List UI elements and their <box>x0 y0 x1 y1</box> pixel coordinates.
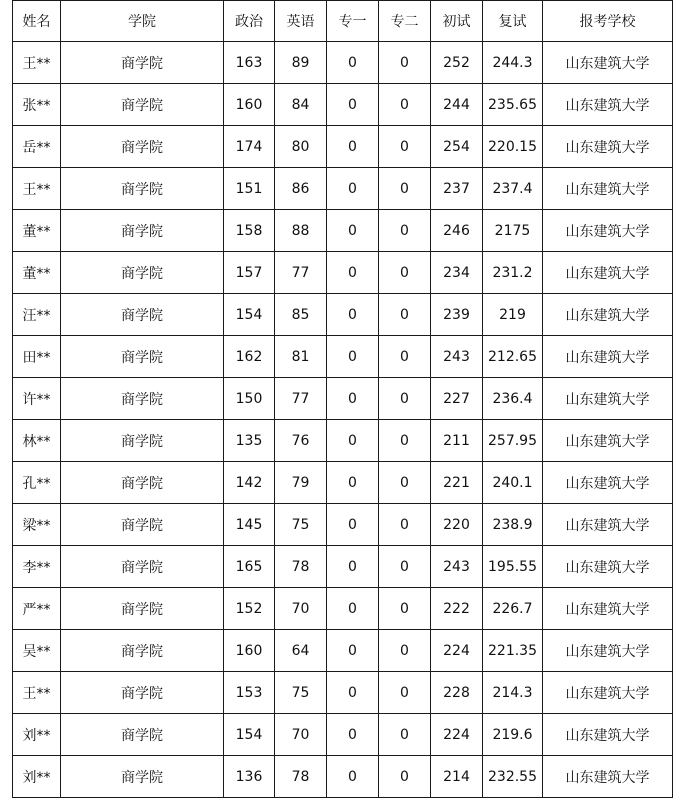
cell-retest: 231.2 <box>483 252 543 294</box>
cell-retest: 221.35 <box>483 630 543 672</box>
cell-subject1: 0 <box>327 756 379 798</box>
cell-initial: 224 <box>431 630 483 672</box>
header-subject1: 专一 <box>327 1 379 42</box>
cell-initial: 243 <box>431 336 483 378</box>
cell-school: 山东建筑大学 <box>543 714 673 756</box>
cell-politics: 150 <box>224 378 275 420</box>
cell-college: 商学院 <box>61 588 224 630</box>
cell-politics: 154 <box>224 714 275 756</box>
table-row <box>13 84 673 126</box>
cell-school: 山东建筑大学 <box>543 546 673 588</box>
cell-name: 李** <box>13 546 61 588</box>
cell-college: 商学院 <box>61 714 224 756</box>
cell-subject1: 0 <box>327 378 379 420</box>
cell-subject1: 0 <box>327 252 379 294</box>
cell-initial: 239 <box>431 294 483 336</box>
cell-subject1: 0 <box>327 672 379 714</box>
cell-initial: 211 <box>431 420 483 462</box>
table-row <box>13 210 673 252</box>
cell-subject2: 0 <box>379 672 431 714</box>
cell-subject1: 0 <box>327 714 379 756</box>
cell-name: 岳** <box>13 126 61 168</box>
cell-politics: 135 <box>224 420 275 462</box>
cell-name: 王** <box>13 42 61 84</box>
cell-english: 88 <box>275 210 327 252</box>
header-row <box>13 1 673 42</box>
cell-name: 梁** <box>13 504 61 546</box>
cell-politics: 165 <box>224 546 275 588</box>
cell-subject2: 0 <box>379 126 431 168</box>
cell-initial: 220 <box>431 504 483 546</box>
cell-school: 山东建筑大学 <box>543 126 673 168</box>
cell-english: 81 <box>275 336 327 378</box>
cell-english: 79 <box>275 462 327 504</box>
header-initial: 初试 <box>431 1 483 42</box>
cell-initial: 252 <box>431 42 483 84</box>
cell-college: 商学院 <box>61 42 224 84</box>
cell-college: 商学院 <box>61 420 224 462</box>
cell-college: 商学院 <box>61 630 224 672</box>
table-row <box>13 420 673 462</box>
cell-retest: 232.55 <box>483 756 543 798</box>
cell-name: 张** <box>13 84 61 126</box>
cell-english: 70 <box>275 714 327 756</box>
table-row <box>13 630 673 672</box>
cell-subject1: 0 <box>327 294 379 336</box>
table-row <box>13 756 673 798</box>
cell-subject1: 0 <box>327 546 379 588</box>
cell-initial: 254 <box>431 126 483 168</box>
cell-initial: 243 <box>431 546 483 588</box>
cell-politics: 158 <box>224 210 275 252</box>
cell-subject2: 0 <box>379 378 431 420</box>
cell-politics: 152 <box>224 588 275 630</box>
table-row <box>13 168 673 210</box>
cell-subject2: 0 <box>379 588 431 630</box>
header-retest: 复试 <box>483 1 543 42</box>
cell-retest: 237.4 <box>483 168 543 210</box>
cell-retest: 220.15 <box>483 126 543 168</box>
cell-initial: 246 <box>431 210 483 252</box>
cell-english: 75 <box>275 672 327 714</box>
cell-college: 商学院 <box>61 504 224 546</box>
cell-subject2: 0 <box>379 336 431 378</box>
table-row <box>13 672 673 714</box>
cell-english: 84 <box>275 84 327 126</box>
cell-politics: 151 <box>224 168 275 210</box>
header-name: 姓名 <box>13 1 61 42</box>
cell-subject2: 0 <box>379 714 431 756</box>
cell-retest: 226.7 <box>483 588 543 630</box>
cell-subject2: 0 <box>379 168 431 210</box>
cell-politics: 160 <box>224 84 275 126</box>
cell-college: 商学院 <box>61 126 224 168</box>
table-row <box>13 294 673 336</box>
cell-college: 商学院 <box>61 168 224 210</box>
cell-subject2: 0 <box>379 42 431 84</box>
cell-subject1: 0 <box>327 462 379 504</box>
header-politics: 政治 <box>224 1 275 42</box>
table-row <box>13 42 673 84</box>
cell-name: 董** <box>13 252 61 294</box>
cell-retest: 214.3 <box>483 672 543 714</box>
cell-initial: 224 <box>431 714 483 756</box>
cell-name: 孔** <box>13 462 61 504</box>
cell-subject2: 0 <box>379 420 431 462</box>
table-row <box>13 336 673 378</box>
cell-retest: 219 <box>483 294 543 336</box>
cell-initial: 237 <box>431 168 483 210</box>
cell-retest: 236.4 <box>483 378 543 420</box>
cell-college: 商学院 <box>61 252 224 294</box>
cell-politics: 157 <box>224 252 275 294</box>
cell-school: 山东建筑大学 <box>543 252 673 294</box>
cell-school: 山东建筑大学 <box>543 336 673 378</box>
cell-school: 山东建筑大学 <box>543 630 673 672</box>
cell-english: 76 <box>275 420 327 462</box>
cell-politics: 160 <box>224 630 275 672</box>
cell-english: 78 <box>275 756 327 798</box>
cell-initial: 222 <box>431 588 483 630</box>
cell-school: 山东建筑大学 <box>543 672 673 714</box>
cell-politics: 174 <box>224 126 275 168</box>
header-school: 报考学校 <box>543 1 673 42</box>
cell-initial: 227 <box>431 378 483 420</box>
cell-name: 严** <box>13 588 61 630</box>
cell-politics: 142 <box>224 462 275 504</box>
cell-retest: 2175 <box>483 210 543 252</box>
cell-name: 刘** <box>13 756 61 798</box>
cell-school: 山东建筑大学 <box>543 168 673 210</box>
cell-english: 77 <box>275 378 327 420</box>
cell-name: 董** <box>13 210 61 252</box>
cell-name: 王** <box>13 168 61 210</box>
cell-subject2: 0 <box>379 84 431 126</box>
cell-subject1: 0 <box>327 630 379 672</box>
table-row <box>13 126 673 168</box>
table-row <box>13 714 673 756</box>
cell-subject1: 0 <box>327 210 379 252</box>
header-college: 学院 <box>61 1 224 42</box>
cell-retest: 235.65 <box>483 84 543 126</box>
table-body <box>13 42 673 798</box>
table-row <box>13 462 673 504</box>
cell-subject2: 0 <box>379 294 431 336</box>
cell-subject2: 0 <box>379 546 431 588</box>
cell-politics: 153 <box>224 672 275 714</box>
cell-college: 商学院 <box>61 210 224 252</box>
cell-initial: 234 <box>431 252 483 294</box>
cell-english: 78 <box>275 546 327 588</box>
cell-subject1: 0 <box>327 42 379 84</box>
cell-subject2: 0 <box>379 462 431 504</box>
table-row <box>13 252 673 294</box>
cell-english: 77 <box>275 252 327 294</box>
cell-name: 王** <box>13 672 61 714</box>
cell-english: 85 <box>275 294 327 336</box>
cell-initial: 214 <box>431 756 483 798</box>
cell-name: 汪** <box>13 294 61 336</box>
cell-school: 山东建筑大学 <box>543 210 673 252</box>
cell-subject2: 0 <box>379 756 431 798</box>
cell-initial: 221 <box>431 462 483 504</box>
cell-retest: 219.6 <box>483 714 543 756</box>
cell-name: 田** <box>13 336 61 378</box>
cell-politics: 162 <box>224 336 275 378</box>
cell-college: 商学院 <box>61 672 224 714</box>
cell-politics: 163 <box>224 42 275 84</box>
cell-initial: 228 <box>431 672 483 714</box>
cell-college: 商学院 <box>61 756 224 798</box>
cell-college: 商学院 <box>61 294 224 336</box>
cell-english: 89 <box>275 42 327 84</box>
cell-retest: 238.9 <box>483 504 543 546</box>
cell-politics: 136 <box>224 756 275 798</box>
cell-subject2: 0 <box>379 504 431 546</box>
cell-subject1: 0 <box>327 84 379 126</box>
header-english: 英语 <box>275 1 327 42</box>
table-row <box>13 504 673 546</box>
table-row <box>13 546 673 588</box>
table-row <box>13 378 673 420</box>
cell-subject1: 0 <box>327 588 379 630</box>
cell-college: 商学院 <box>61 336 224 378</box>
table-row <box>13 588 673 630</box>
cell-retest: 212.65 <box>483 336 543 378</box>
cell-school: 山东建筑大学 <box>543 42 673 84</box>
cell-school: 山东建筑大学 <box>543 378 673 420</box>
table-header <box>13 1 673 42</box>
cell-subject2: 0 <box>379 630 431 672</box>
cell-school: 山东建筑大学 <box>543 420 673 462</box>
cell-school: 山东建筑大学 <box>543 504 673 546</box>
cell-school: 山东建筑大学 <box>543 588 673 630</box>
cell-english: 80 <box>275 126 327 168</box>
cell-subject2: 0 <box>379 252 431 294</box>
cell-subject1: 0 <box>327 504 379 546</box>
cell-school: 山东建筑大学 <box>543 462 673 504</box>
cell-college: 商学院 <box>61 462 224 504</box>
cell-subject2: 0 <box>379 210 431 252</box>
cell-politics: 145 <box>224 504 275 546</box>
cell-college: 商学院 <box>61 546 224 588</box>
cell-name: 许** <box>13 378 61 420</box>
cell-subject1: 0 <box>327 336 379 378</box>
cell-school: 山东建筑大学 <box>543 84 673 126</box>
cell-retest: 257.95 <box>483 420 543 462</box>
cell-college: 商学院 <box>61 84 224 126</box>
cell-subject1: 0 <box>327 126 379 168</box>
cell-name: 林** <box>13 420 61 462</box>
cell-retest: 244.3 <box>483 42 543 84</box>
cell-retest: 240.1 <box>483 462 543 504</box>
cell-politics: 154 <box>224 294 275 336</box>
cell-retest: 195.55 <box>483 546 543 588</box>
cell-name: 刘** <box>13 714 61 756</box>
cell-name: 吴** <box>13 630 61 672</box>
cell-school: 山东建筑大学 <box>543 756 673 798</box>
header-subject2: 专二 <box>379 1 431 42</box>
cell-college: 商学院 <box>61 378 224 420</box>
score-table <box>12 0 673 798</box>
cell-english: 64 <box>275 630 327 672</box>
cell-subject1: 0 <box>327 420 379 462</box>
cell-school: 山东建筑大学 <box>543 294 673 336</box>
cell-initial: 244 <box>431 84 483 126</box>
cell-subject1: 0 <box>327 168 379 210</box>
cell-english: 86 <box>275 168 327 210</box>
cell-english: 70 <box>275 588 327 630</box>
cell-english: 75 <box>275 504 327 546</box>
